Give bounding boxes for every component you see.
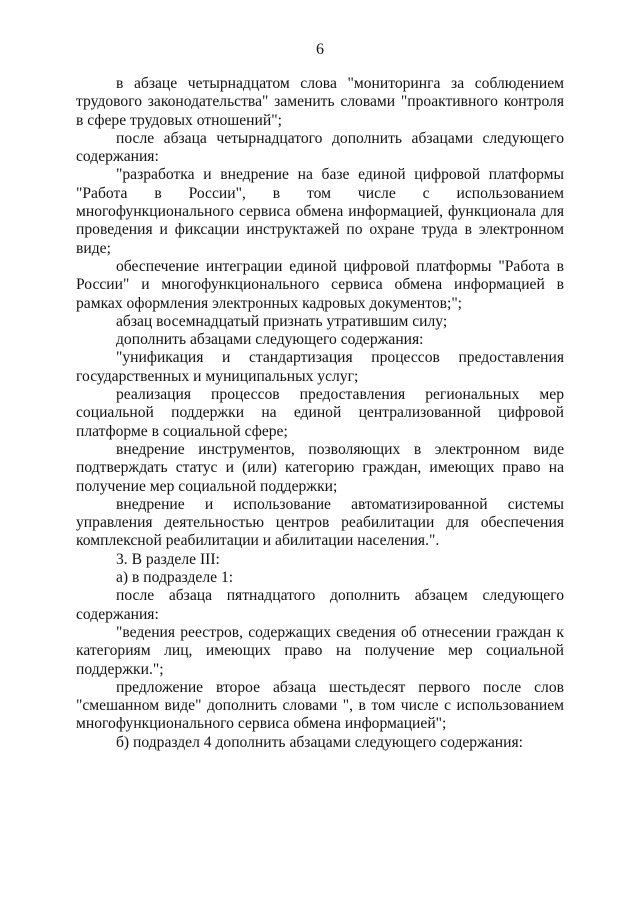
paragraph-14: "ведения реестров, содержащих сведения об отнесении граждан к категориям лиц, имеющих право на получение мер социальной поддержки."; bbox=[76, 623, 564, 678]
document-body bbox=[76, 75, 564, 752]
paragraph-7: "унификация и стандартизация процессов предоставления государственных и муниципальных услуг; bbox=[76, 349, 564, 385]
paragraph-2: после абзаца четырнадцатого дополнить абзацами следующего содержания: bbox=[76, 129, 564, 166]
paragraph-9: внедрение инструментов, позволяющих в электронном виде подтверждать статус и (или) категорию граждан, имеющих право на получение мер социальной поддержки; bbox=[76, 440, 564, 495]
paragraph-16: б) подраздел 4 дополнить абзацами следующего содержания: bbox=[116, 733, 523, 751]
page-number: 6 bbox=[316, 41, 324, 58]
paragraph-15: предложение второе абзаца шестьдесят первого после слов "смешанном виде" дополнить словами ", в том числе с использованием многофункционального сервиса обмена информацией"; bbox=[76, 678, 564, 733]
paragraph-5: абзац восемнадцатый признать утратившим силу; bbox=[116, 312, 448, 330]
paragraph-11: 3. В разделе III: bbox=[116, 550, 220, 568]
paragraph-8: реализация процессов предоставления региональных мер социальной поддержки на единой централизованной цифровой платформе в социальной сфере; bbox=[76, 386, 564, 440]
paragraph-13: после абзаца пятнадцатого дополнить абзацем следующего содержания: bbox=[76, 587, 564, 623]
paragraph-3: "разработка и внедрение на базе единой цифровой платформы "Работа в России", в том числе с использованием многофункционального сервиса обмена информацией, функционала для проведения и фиксации инструктажей по охране труда в электронном виде; bbox=[76, 166, 564, 257]
paragraph-12: а) в подразделе 1: bbox=[116, 569, 234, 587]
paragraph-10: внедрение и использование автоматизированной системы управления деятельностью центров реабилитации для обеспечения комплексной реабилитации и абилитации населения.". bbox=[76, 495, 564, 550]
paragraph-6: дополнить абзацами следующего содержания: bbox=[116, 331, 424, 349]
paragraph-4: обеспечение интеграции единой цифровой платформы "Работа в России" и многофункционального сервиса обмена информацией в рамках оформления электронных кадровых документов;"; bbox=[76, 257, 564, 312]
paragraph-1: в абзаце четырнадцатом слова "мониторинга за соблюдением трудового законодательства" заменить словами "проактивного контроля в сфере трудовых отношений"; bbox=[76, 75, 564, 129]
